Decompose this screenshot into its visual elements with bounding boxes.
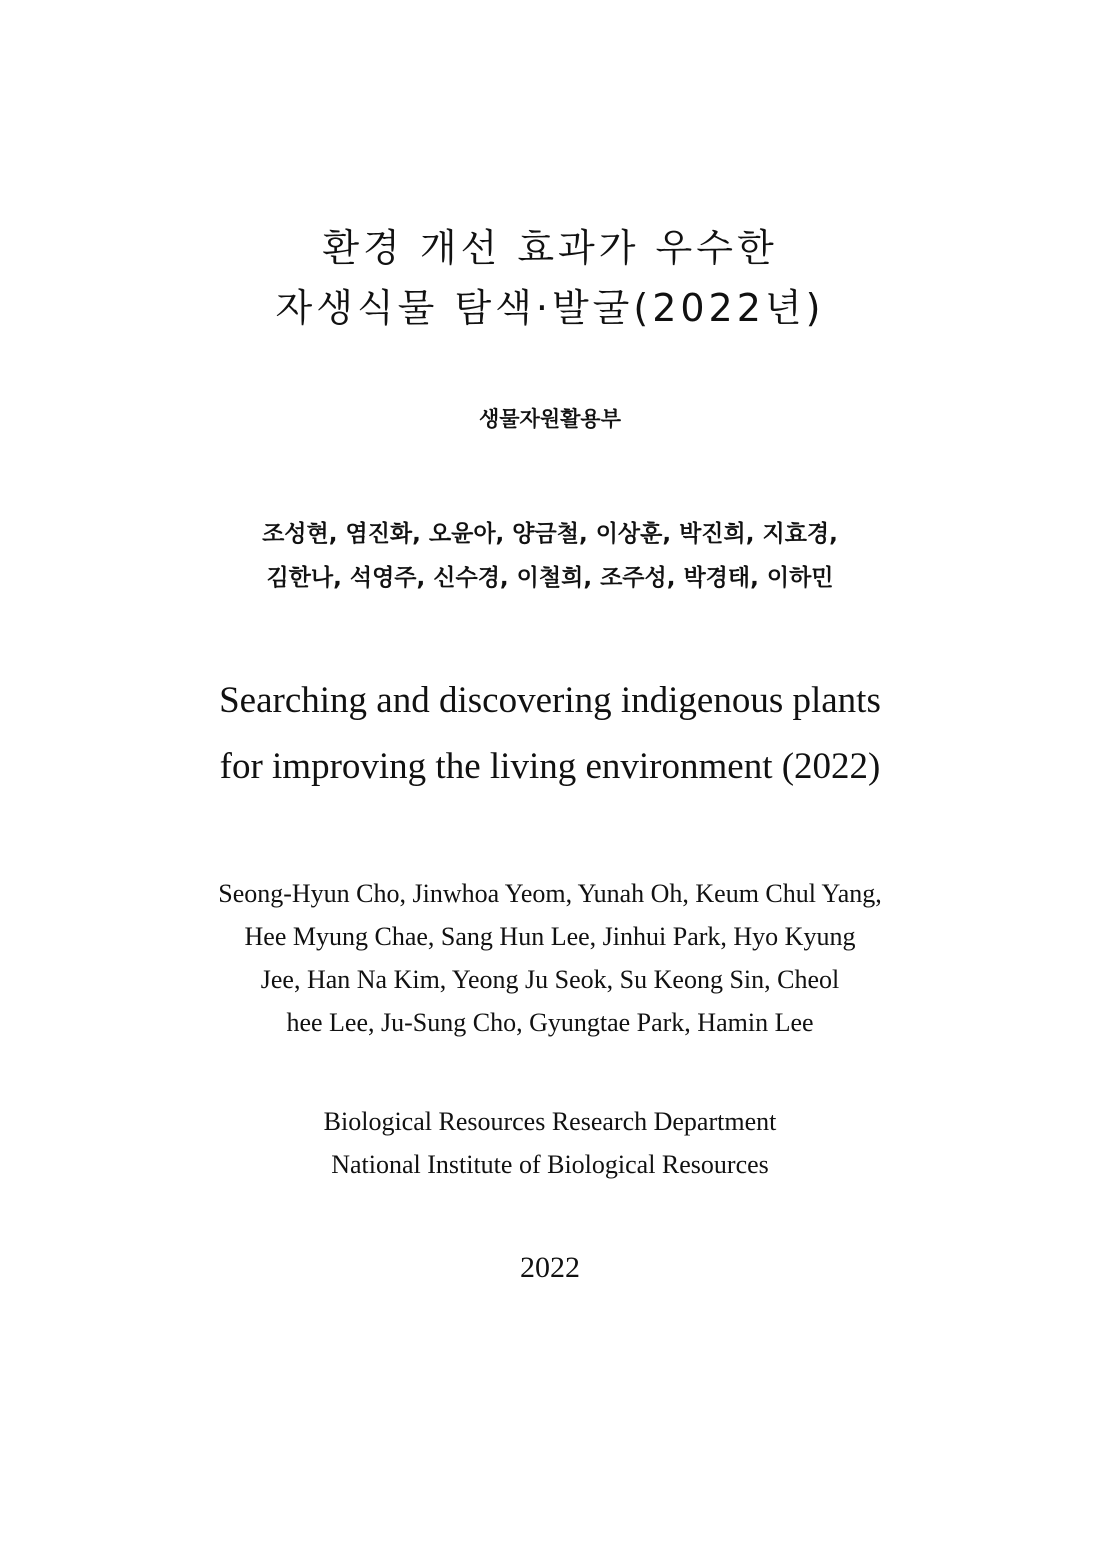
korean-authors-line-2: 김한나, 석영주, 신수경, 이철희, 조주성, 박경태, 이하민: [266, 565, 834, 591]
publication-year-text: 2022: [520, 1251, 580, 1284]
korean-title-line-1: 환경 개선 효과가 우수한: [322, 226, 778, 270]
korean-authors-line-1: 조성현, 염진화, 오윤아, 양금철, 이상훈, 박진희, 지효경,: [262, 521, 838, 547]
english-title: [0, 668, 1100, 800]
english-department-line-2: National Institute of Biological Resources: [331, 1150, 769, 1179]
english-department: [0, 1100, 1100, 1186]
english-authors: [0, 872, 1100, 1044]
korean-title-line-2: 자생식물 탐색·발굴(2022년): [275, 286, 825, 330]
english-authors-line-4: hee Lee, Ju-Sung Cho, Gyungtae Park, Hamin Lee: [286, 1008, 814, 1037]
english-title-line-2: for improving the living environment (2022): [219, 746, 881, 787]
english-title-line-1: Searching and discovering indigenous plants: [219, 680, 881, 721]
english-authors-line-1: Seong-Hyun Cho, Jinwhoa Yeom, Yunah Oh, Keum Chul Yang,: [218, 879, 882, 908]
korean-title: [0, 218, 1100, 338]
korean-department-text: 생물자원활용부: [478, 407, 621, 431]
english-authors-line-3: Jee, Han Na Kim, Yeong Ju Seok, Su Keong Sin, Cheol: [260, 965, 840, 994]
publication-year: [0, 1246, 1100, 1290]
english-department-line-1: Biological Resources Research Department: [323, 1107, 777, 1136]
english-authors-line-2: Hee Myung Chae, Sang Hun Lee, Jinhui Park, Hyo Kyung: [244, 922, 856, 951]
korean-authors: [0, 512, 1100, 600]
korean-department: [0, 402, 1100, 436]
